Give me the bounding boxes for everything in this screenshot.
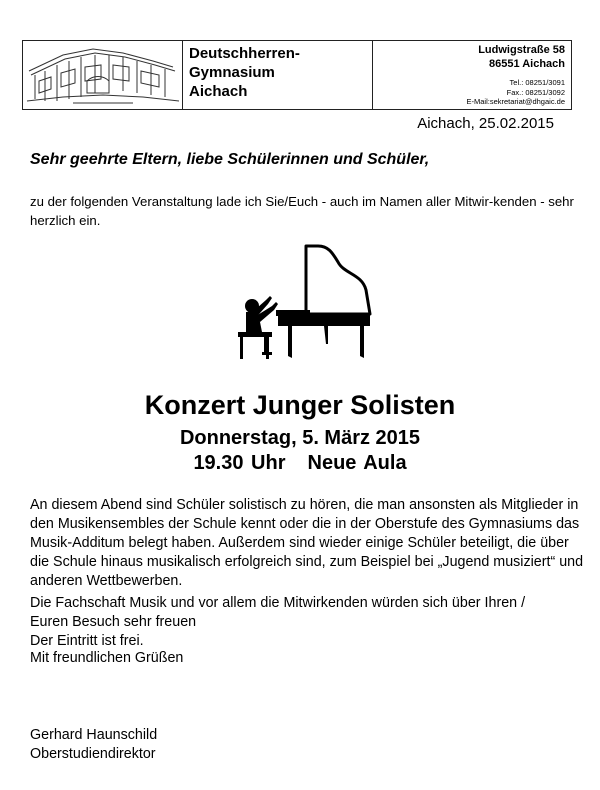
school-email: E-Mail:sekretariat@dhgaic.de (466, 97, 565, 106)
school-contact (373, 41, 571, 109)
school-city: 86551 Aichach (488, 58, 565, 70)
intro-text: zu der folgenden Veranstaltung lade ich Sie/Euch - auch im Namen aller Mitwir-kenden - sehr herzlich ein. (30, 194, 574, 228)
signer-title: Oberstudiendirektor (30, 746, 156, 762)
closing: Mit freundlichen Grüßen (30, 650, 184, 666)
signature-block (30, 726, 157, 764)
event-time: 19.30 Uhr (193, 452, 286, 474)
pianist-at-grand-piano-icon (232, 240, 372, 365)
body-paragraph-1: An diesem Abend sind Schüler solistisch zu hören, die man ansonsten als Mitglieder in den Musikensembles der Schule kennt oder die in der Oberstufe des Gymnasiums das Musik-Additum belegt haben. Außerdem sind wieder einige Schüler beteiligt, die über die Schule hinaus musikalisch erfolgreich sind, zum Beispiel bei „Jugend musiziert“ und anderen Wettbewerben. (30, 497, 584, 589)
letterhead (22, 40, 572, 110)
school-name: Deutschherren- Gymnasium Aichach (183, 41, 373, 109)
greeting: Sehr geehrte Eltern, liebe Schülerinnen und Schüler, (30, 151, 430, 168)
body-paragraph-2: Die Fachschaft Musik und vor allem die Mitwirkenden würden sich über Ihren / Euren Besuch sehr freuen Der Eintritt ist frei. (30, 595, 526, 649)
school-fax: Fax.: 08251/3092 (506, 87, 565, 97)
school-tel: Tel.: 08251/3091 (509, 78, 565, 87)
event-date: Donnerstag, 5. März 2015 (179, 427, 421, 449)
date-line: Aichach, 25.02.2015 (417, 115, 554, 132)
event-location: Neue Aula (307, 452, 407, 474)
event-title: Konzert Junger Solisten (144, 390, 456, 420)
signer-name: Gerhard Haunschild (30, 727, 158, 743)
body-text (30, 496, 585, 651)
school-building-sketch-icon (23, 41, 181, 109)
school-logo (23, 41, 183, 109)
event-time-location (0, 452, 600, 475)
school-street: Ludwigstraße 58 (478, 44, 565, 56)
pianist-illustration (232, 240, 372, 370)
